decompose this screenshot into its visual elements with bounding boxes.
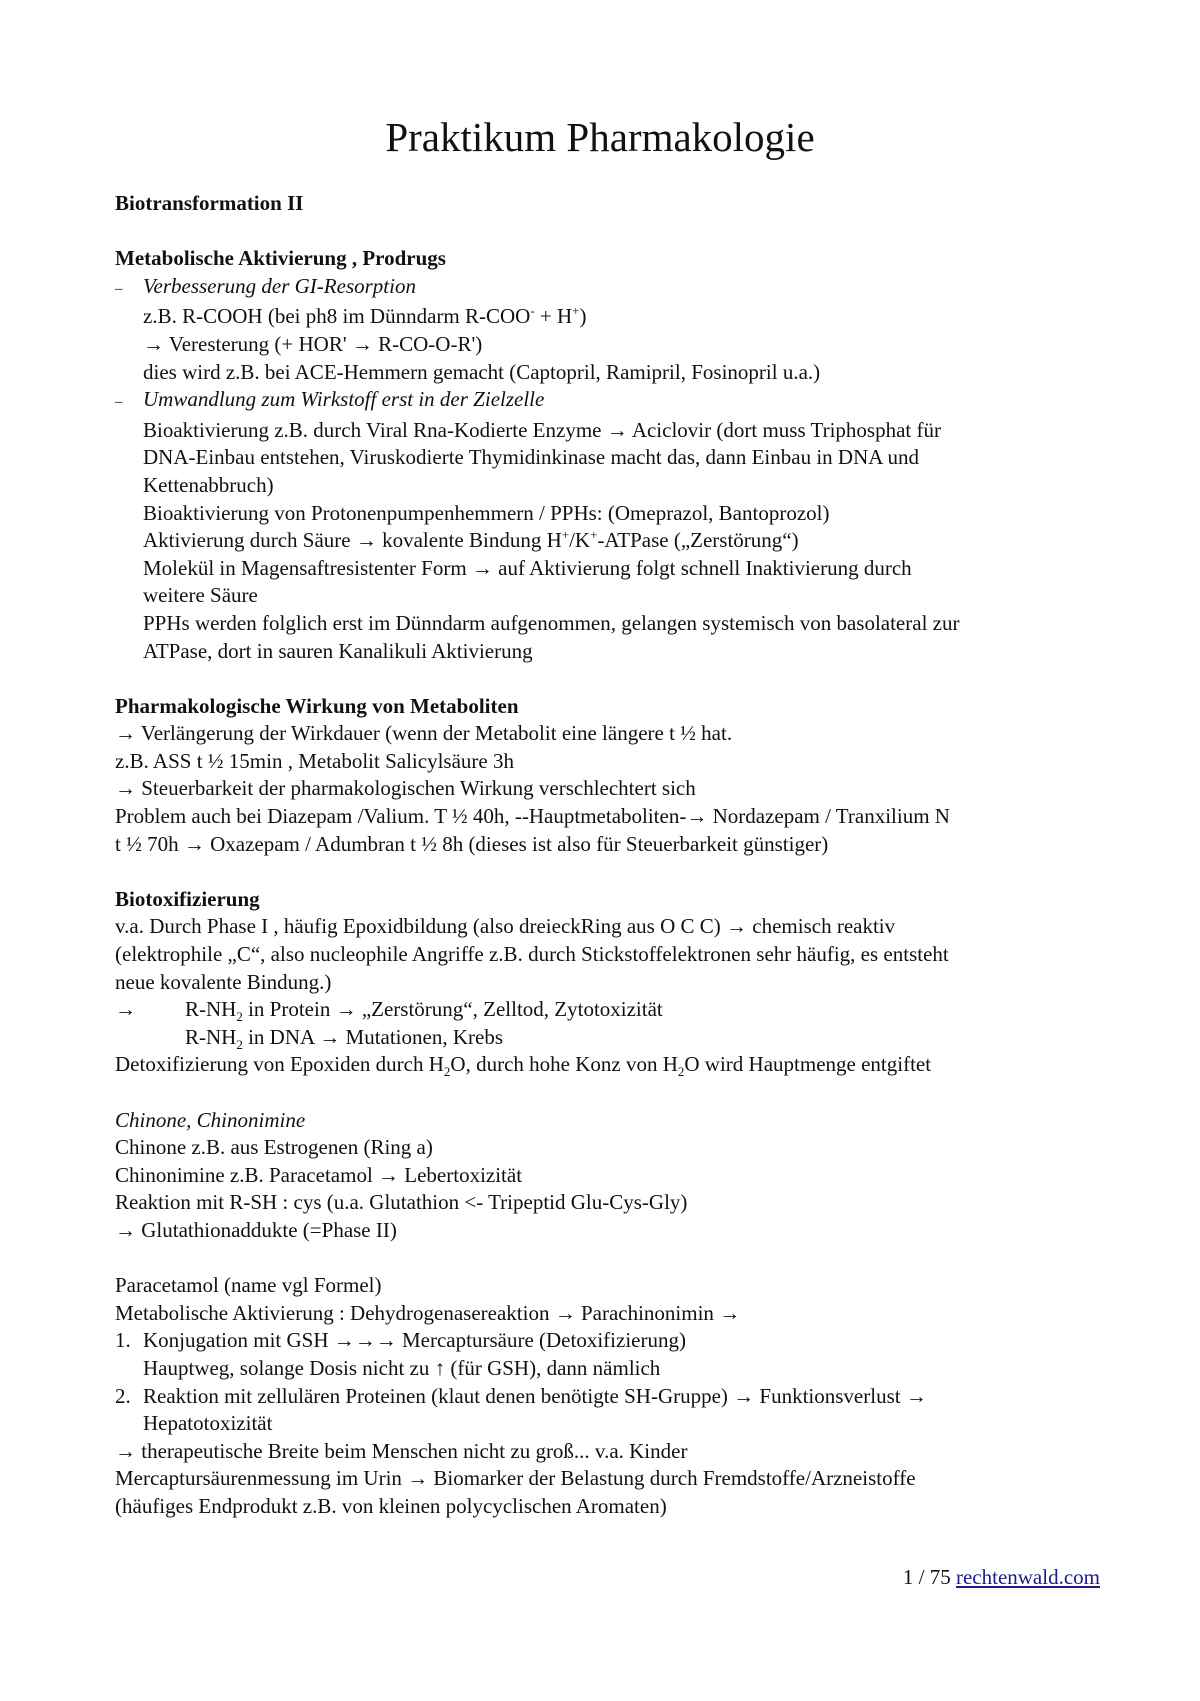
text-line: Paracetamol (name vgl Formel) <box>115 1273 382 1298</box>
text-line: Bioaktivierung von Protonenpumpenhemmern / PPHs: (Omeprazol, Bantoprozol) <box>143 500 830 525</box>
bullet-gi-resorption <box>115 273 1100 304</box>
text-line <box>115 303 1100 331</box>
spacer <box>115 665 1100 693</box>
text-span: R-NH <box>185 997 237 1022</box>
spacer <box>115 218 1100 246</box>
bullet-dash: – <box>115 394 123 411</box>
text-line: (häufiges Endprodukt z.B. von kleinen polycyclischen Aromaten) <box>115 1493 667 1518</box>
text-line: Hepatotoxizität <box>143 1411 273 1436</box>
text-line: → therapeutische Breite beim Menschen nicht zu groß... v.a. Kinder <box>115 1438 688 1463</box>
list-item <box>115 1327 1100 1355</box>
heading-pharmakologische-wirkung: Pharmakologische Wirkung von Metaboliten <box>115 693 519 718</box>
text-line: Molekül in Magensaftresistenter Form → auf Aktivierung folgt schnell Inaktivierung durch <box>143 555 912 580</box>
text-line: ATPase, dort in sauren Kanalikuli Aktivierung <box>143 638 533 663</box>
text-line: Reaktion mit R-SH : cys (u.a. Glutathion <- Tripeptid Glu-Cys-Gly) <box>115 1190 688 1215</box>
bullet-dash: – <box>115 280 123 297</box>
text-span: in Protein → „Zerstörung“, Zelltod, Zytotoxizität <box>242 997 663 1022</box>
text-span: Reaktion mit zellulären Proteinen (klaut denen benötigte SH-Gruppe) → Funktionsverlust → <box>143 1383 927 1408</box>
text-line: Bioaktivierung z.B. durch Viral Rna-Kodierte Enzyme → Aciclovir (dort muss Triphosphat für <box>143 417 941 442</box>
text-span: /K <box>569 528 591 553</box>
text-span: z.B. R-COOH (bei ph8 im Dünndarm R-COO <box>143 304 531 329</box>
superscript: - <box>530 303 535 319</box>
text-line: neue kovalente Bindung.) <box>115 969 332 994</box>
text-span: -ATPase („Zerstörung“) <box>597 528 799 553</box>
spacer <box>115 858 1100 886</box>
page-title: Praktikum Pharmakologie <box>385 114 815 160</box>
superscript: + <box>561 527 570 543</box>
text-line: Problem auch bei Diazepam /Valium. T ½ 40h, --Hauptmetaboliten-→ Nordazepam / Tranxilium N <box>115 804 950 829</box>
page-number: 1 / 75 <box>902 1565 951 1589</box>
text-line: Metabolische Aktivierung : Dehydrogenasereaktion → Parachinonimin → <box>115 1300 741 1325</box>
text-span: R-NH <box>185 1024 237 1049</box>
page-footer <box>903 1563 1100 1591</box>
text-line <box>115 996 1100 1024</box>
text-line: weitere Säure <box>143 583 258 608</box>
text-line: Hauptweg, solange Dosis nicht zu ↑ (für GSH), dann nämlich <box>143 1355 661 1380</box>
subscript: 2 <box>236 1009 243 1025</box>
text-line <box>115 527 1100 555</box>
bullet-zielzelle <box>115 386 1100 417</box>
spacer <box>115 1079 1100 1107</box>
heading-metabolische-aktivierung: Metabolische Aktivierung , Prodrugs <box>115 246 446 271</box>
text-span: O, durch hohe Konz von H <box>450 1052 678 1077</box>
heading-biotransformation: Biotransformation II <box>115 191 304 215</box>
superscript: + <box>590 527 598 543</box>
text-line: Mercaptursäurenmessung im Urin → Biomarker der Belastung durch Fremdstoffe/Arzneistoffe <box>115 1466 916 1491</box>
text-line <box>115 1024 1100 1052</box>
text-line: → Glutathionaddukte (=Phase II) <box>115 1217 397 1242</box>
list-item <box>115 1383 1100 1411</box>
text-span: + H <box>534 304 573 329</box>
text-line: dies wird z.B. bei ACE-Hemmern gemacht (Captopril, Ramipril, Fosinopril u.a.) <box>143 359 821 384</box>
text-line: (elektrophile „C“, also nucleophile Angriffe z.B. durch Stickstoffelektronen sehr häufig, es entsteht <box>115 942 949 967</box>
text-span: in DNA → Mutationen, Krebs <box>242 1024 503 1049</box>
subscript: 2 <box>443 1064 451 1080</box>
text-span: Aktivierung durch Säure → kovalente Bindung H <box>143 528 562 553</box>
text-span: ) <box>579 304 587 329</box>
text-line <box>115 1051 1100 1079</box>
text-line: v.a. Durch Phase I , häufig Epoxidbildung (also dreieckRing aus O C C) → chemisch reaktiv <box>115 914 896 939</box>
text-span: O wird Hauptmenge entgiftet <box>684 1052 932 1077</box>
document-body <box>115 190 1100 1521</box>
arrow-marker: → <box>115 997 136 1022</box>
list-number: 2. <box>115 1383 131 1408</box>
text-line: → Veresterung (+ HOR' → R-CO-O-R') <box>143 331 483 356</box>
bullet-text: Umwandlung zum Wirkstoff erst in der Zielzelle <box>143 387 545 412</box>
superscript: + <box>572 303 580 319</box>
spacer <box>115 1245 1100 1273</box>
text-span: Detoxifizierung von Epoxiden durch H <box>115 1052 444 1077</box>
text-line: → Verlängerung der Wirkdauer (wenn der Metabolit eine längere t ½ hat. <box>115 721 733 746</box>
text-line: t ½ 70h → Oxazepam / Adumbran t ½ 8h (dieses ist also für Steuerbarkeit günstiger) <box>115 831 829 856</box>
text-line: Chinonimine z.B. Paracetamol → Lebertoxizität <box>115 1162 523 1187</box>
text-line: Chinone z.B. aus Estrogenen (Ring a) <box>115 1135 433 1160</box>
text-line: DNA-Einbau entstehen, Viruskodierte Thymidinkinase macht das, dann Einbau in DNA und <box>143 445 919 470</box>
footer-link[interactable]: rechtenwald.com <box>955 1565 1100 1589</box>
list-number: 1. <box>115 1328 131 1353</box>
text-line: → Steuerbarkeit der pharmakologischen Wirkung verschlechtert sich <box>115 776 696 801</box>
text-line: PPHs werden folglich erst im Dünndarm aufgenommen, gelangen systemisch von basolateral zur <box>143 610 960 635</box>
text-span: Konjugation mit GSH →→→ Mercaptursäure (Detoxifizierung) <box>143 1328 686 1353</box>
text-line: Kettenabbruch) <box>143 472 274 497</box>
heading-chinone: Chinone, Chinonimine <box>115 1107 306 1132</box>
text-line: z.B. ASS t ½ 15min , Metabolit Salicylsäure 3h <box>115 748 514 773</box>
subscript: 2 <box>677 1064 685 1080</box>
subscript: 2 <box>236 1037 243 1052</box>
heading-biotoxifizierung: Biotoxifizierung <box>115 886 260 911</box>
bullet-text: Verbesserung der GI-Resorption <box>143 273 416 298</box>
